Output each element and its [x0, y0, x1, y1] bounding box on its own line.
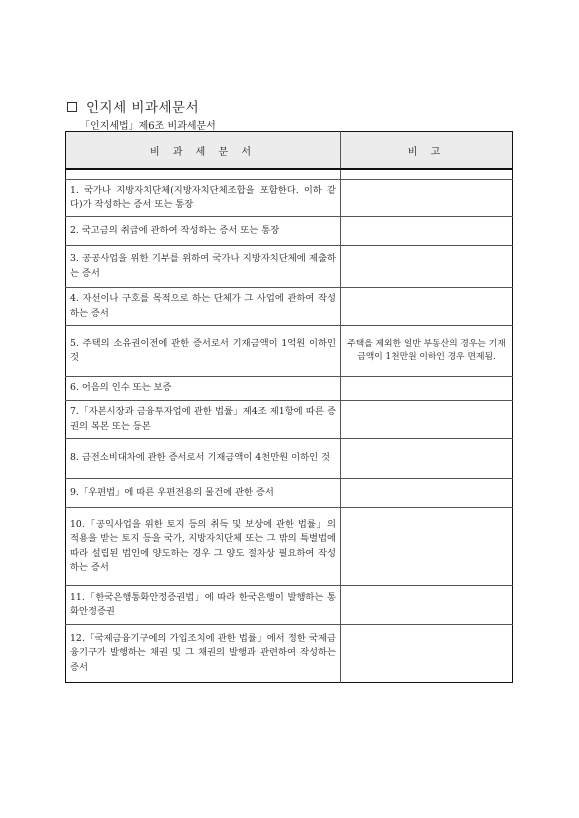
table-row [66, 439, 513, 479]
document-title [67, 96, 199, 116]
tax-exempt-documents-table [65, 131, 513, 683]
table-row [66, 288, 513, 326]
row-text: 7.「자본시장과 금융투자업에 관한 법률」제4조 제1항에 따른 증권의 복본 또는 등본 [66, 401, 341, 439]
table-row [66, 217, 513, 246]
row-text: 9.「우편법」에 따른 우편전용의 물건에 관한 증서 [66, 479, 341, 508]
row-note: 주택을 제외한 일반 부동산의 경우는 기재금액이 1천만원 이하인 경우 면제됨. [341, 326, 513, 377]
table-row [66, 401, 513, 439]
row-text: 11.「한국은행통화안정증권법」에 따라 한국은행이 발행하는 통화안정증권 [66, 586, 341, 625]
row-note [341, 377, 513, 401]
row-text: 12.「국제금융기구에의 가입조치에 관한 법률」에서 정한 국제금융기구가 발행하는 채권 및 그 채권의 발행과 관련하여 작성하는 증서 [66, 625, 341, 683]
table-spacer-row [66, 169, 513, 180]
row-text: 8. 금전소비대차에 관한 증서로서 기재금액이 4천만원 이하인 것 [66, 439, 341, 479]
row-text: 2. 국고금의 취급에 관하여 작성하는 증서 또는 통장 [66, 217, 341, 246]
header-document: 비 과 세 문 서 [66, 132, 341, 170]
row-note [341, 288, 513, 326]
row-note [341, 439, 513, 479]
table-row [66, 246, 513, 288]
row-note [341, 508, 513, 586]
table-row [66, 586, 513, 625]
row-text: 6. 어음의 인수 또는 보증 [66, 377, 341, 401]
row-note [341, 180, 513, 217]
row-note [341, 479, 513, 508]
row-text: 1. 국가나 지방자치단체(지방자치단체조합을 포함한다. 이하 같다)가 작성하는 증서 또는 통장 [66, 180, 341, 217]
table-row [66, 377, 513, 401]
square-bullet-icon [67, 102, 77, 112]
row-note [341, 217, 513, 246]
row-text: 3. 공공사업을 위한 기부를 위하여 국가나 지방자치단체에 제출하는 증서 [66, 246, 341, 288]
document-subtitle: 「인지세법」제6조 비과세문서 [80, 121, 216, 132]
table-row [66, 508, 513, 586]
row-note [341, 586, 513, 625]
table-row [66, 326, 513, 377]
table-header-row [66, 132, 513, 170]
header-note: 비 고 [341, 132, 513, 170]
row-note [341, 401, 513, 439]
row-text: 4. 자선이나 구호를 목적으로 하는 단체가 그 사업에 관하여 작성하는 증서 [66, 288, 341, 326]
table-row [66, 479, 513, 508]
document-title-text: 인지세 비과세문서 [86, 100, 200, 116]
row-note [341, 625, 513, 683]
row-text: 10.「공익사업을 위한 토지 등의 취득 및 보상에 관한 법률」의 적용을 받는 토지 등을 국가, 지방자치단체 또는 그 밖의 특별법에 따라 설립된 법인에 양도하는 경우 그 양도 절차상 필요하여 작성하는 증서 [66, 508, 341, 586]
table-row [66, 625, 513, 683]
row-note [341, 246, 513, 288]
table-row [66, 180, 513, 217]
row-text: 5. 주택의 소유권이전에 관한 증서로서 기재금액이 1억원 이하인 것 [66, 326, 341, 377]
